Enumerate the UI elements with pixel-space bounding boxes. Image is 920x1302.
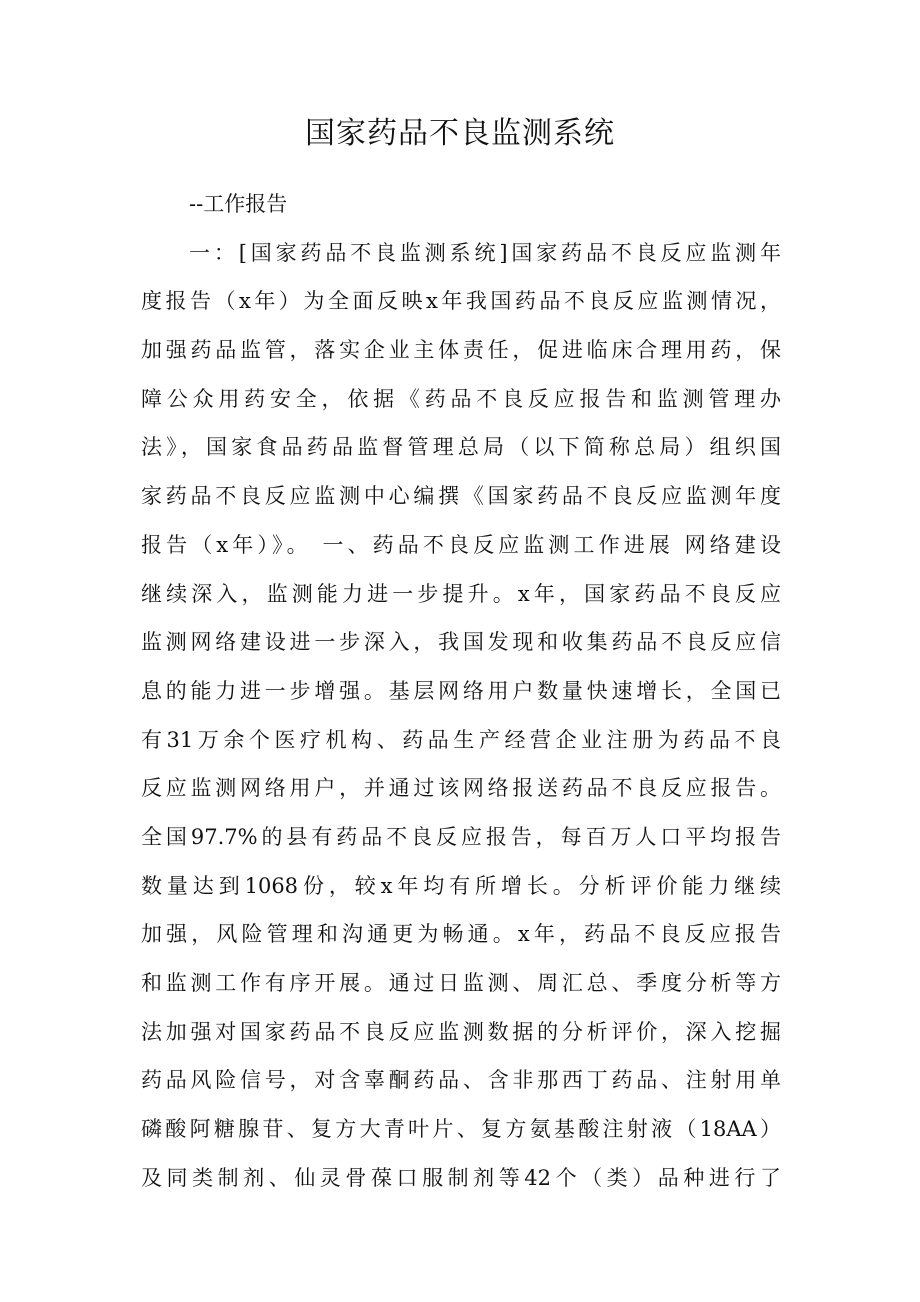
- paragraph-line: 和监测工作有序开展。通过日监测、周汇总、季度分析等方: [141, 971, 781, 995]
- paragraph-line: 数量达到1068份，较x年均有所增长。分析评价能力继续: [141, 873, 781, 898]
- subtitle-line: --工作报告: [189, 192, 288, 216]
- paragraph-line: 反应监测网络用户，并通过该网络报送药品不良反应报告。: [141, 776, 781, 801]
- paragraph-line: 继续深入，监测能力进一步提升。x年，国家药品不良反应: [141, 581, 781, 606]
- paragraph-line: 及同类制剂、仙灵骨葆口服制剂等42个（类）品种进行了: [141, 1165, 781, 1190]
- paragraph-line: 一：[国家药品不良监测系统]国家药品不良反应监测年: [189, 240, 781, 265]
- paragraph-line: 磷酸阿糖腺苷、复方大青叶片、复方氨基酸注射液（18AA）: [141, 1117, 781, 1142]
- paragraph-line: 有31万余个医疗机构、药品生产经营企业注册为药品不良: [141, 727, 781, 752]
- document-title: 国家药品不良监测系统: [305, 116, 615, 151]
- paragraph-line: 药品风险信号，对含辜酮药品、含非那西丁药品、注射用单: [141, 1068, 781, 1093]
- paragraph-line: 度报告（x年）为全面反映x年我国药品不良反应监测情况，: [141, 289, 781, 314]
- paragraph-line: 加强药品监管，落实企业主体责任，促进临床合理用药，保: [141, 338, 781, 363]
- document-body: [141, 180, 781, 1202]
- paragraph-line: 障公众用药安全，依据《药品不良反应报告和监测管理办: [141, 386, 781, 411]
- paragraph-line: 监测网络建设进一步深入，我国发现和收集药品不良反应信: [141, 630, 781, 655]
- paragraph-line: 息的能力进一步增强。基层网络用户数量快速增长，全国已: [141, 678, 781, 703]
- paragraph-line: 家药品不良反应监测中心编撰《国家药品不良反应监测年度: [141, 484, 781, 509]
- paragraph-line: 报告（x年）》。 一、药品不良反应监测工作进展 网络建设: [141, 532, 781, 557]
- paragraph-line: 加强，风险管理和沟通更为畅通。x年，药品不良反应报告: [141, 922, 781, 947]
- paragraph-line: 法》，国家食品药品监督管理总局（以下简称总局）组织国: [141, 435, 781, 460]
- paragraph-line: 全国97.7%的县有药品不良反应报告，每百万人口平均报告: [141, 824, 781, 849]
- paragraph-line: 法加强对国家药品不良反应监测数据的分析评价，深入挖掘: [141, 1019, 781, 1044]
